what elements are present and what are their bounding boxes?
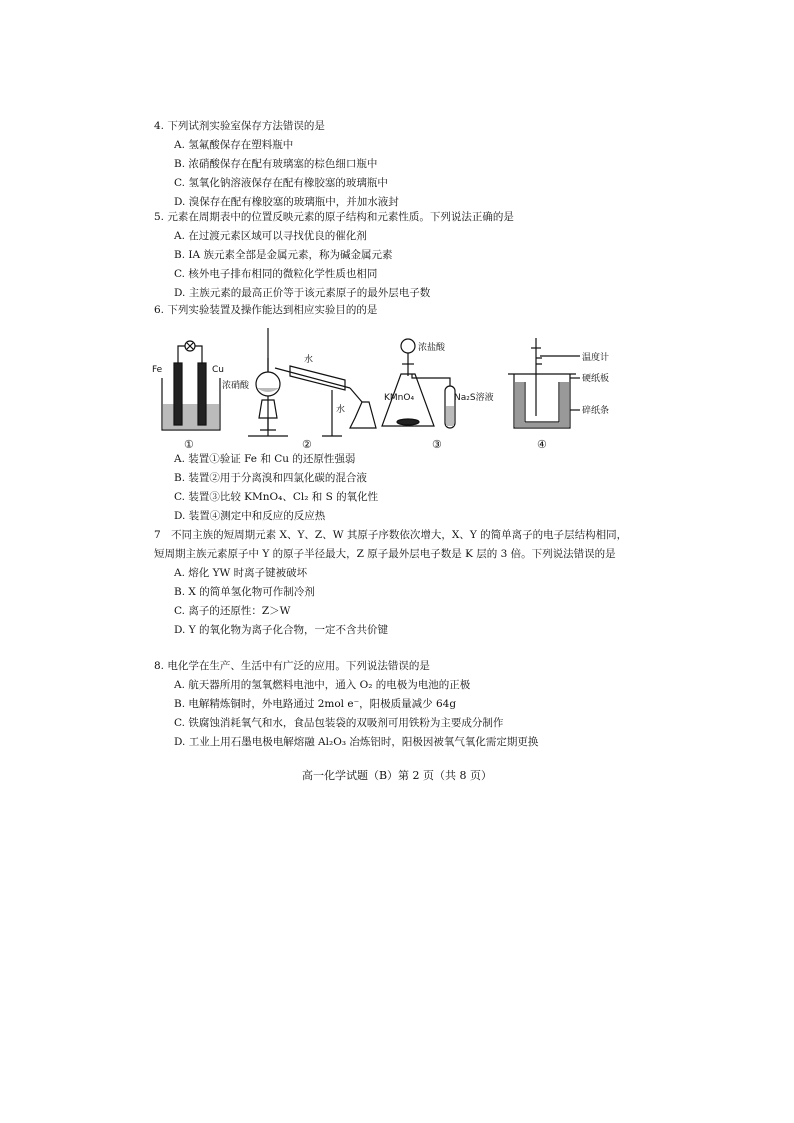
apparatus-1 xyxy=(162,341,220,430)
label-cardboard: 硬纸板 xyxy=(582,374,610,384)
option-d: D. 溴保存在配有橡胶塞的玻璃瓶中，并加水液封 xyxy=(174,196,399,208)
option-c: C. 氢氧化钠溶液保存在配有橡胶塞的玻璃瓶中 xyxy=(174,177,388,189)
option-b: B. 浓硝酸保存在配有玻璃塞的棕色细口瓶中 xyxy=(174,158,378,170)
label-conc-nitric-text: 浓硝酸 xyxy=(222,381,250,391)
caption-2: ② xyxy=(302,438,312,451)
apparatus-drawing xyxy=(150,318,620,453)
option-d: D. 工业上用石墨电极电解熔融 Al₂O₃ 冶炼铝时，阳极因被氧气氧化需定期更换 xyxy=(174,736,539,748)
option-a: A. 航天器所用的氢氧燃料电池中，通入 O₂ 的电极为电池的正极 xyxy=(174,679,471,691)
caption-3: ③ xyxy=(432,438,442,451)
option-a: A. 熔化 YW 时离子键被破坏 xyxy=(174,567,308,579)
option-b: B. X 的简单氢化物可作制冷剂 xyxy=(174,586,315,598)
option-a: A. 氢氟酸保存在塑料瓶中 xyxy=(174,139,294,151)
option-b: B. 电解精炼铜时，外电路通过 2mol e⁻，阳极质量减少 64g xyxy=(174,698,457,710)
label-thermometer: 温度计 xyxy=(582,353,610,363)
question-stem: 5. 元素在周期表中的位置反映元素的原子结构和元素性质。下列说法正确的是 xyxy=(154,211,514,223)
label-water-in: 水 xyxy=(304,355,314,365)
question-stem: 4. 下列试剂实验室保存方法错误的是 xyxy=(154,120,325,132)
option-c: C. 离子的还原性：Z＞W xyxy=(174,605,291,617)
option-c: C. 核外电子排布相同的微粒化学性质也相同 xyxy=(174,268,378,280)
option-b: B. 装置②用于分离溴和四氯化碳的混合液 xyxy=(174,472,367,484)
label-cu: Cu xyxy=(212,365,224,375)
apparatus-figure xyxy=(150,318,620,453)
page-footer: 高一化学试题（B）第 2 页（共 8 页） xyxy=(301,769,493,782)
question-4 xyxy=(154,117,634,212)
caption-4: ④ xyxy=(537,438,547,451)
option-d: D. Y 的氧化物为离子化合物，一定不含共价键 xyxy=(174,624,388,636)
question-stem: 6. 下列实验装置及操作能达到相应实验目的的是 xyxy=(154,304,378,316)
label-conc-nitric xyxy=(222,379,250,391)
label-na2s: Na₂S溶液 xyxy=(454,393,494,403)
question-stem: 8. 电化学在生产、生活中有广泛的应用。下列说法错误的是 xyxy=(154,660,430,672)
label-conc-hcl: 浓盐酸 xyxy=(418,343,446,353)
apparatus-4 xyxy=(508,338,580,428)
option-d: D. 主族元素的最高正价等于该元素原子的最外层电子数 xyxy=(174,287,431,299)
option-d: D. 装置④测定中和反应的反应热 xyxy=(174,510,326,522)
question-7 xyxy=(154,526,634,640)
label-kmno4: KMnO₄ xyxy=(384,393,415,403)
caption-1: ① xyxy=(184,438,194,451)
label-shredded-paper: 碎纸条 xyxy=(582,406,610,416)
question-5 xyxy=(154,208,634,303)
apparatus-2 xyxy=(248,328,376,436)
option-a: A. 装置①验证 Fe 和 Cu 的还原性强弱 xyxy=(174,453,356,465)
label-water-out: 水 xyxy=(336,405,346,415)
question-8 xyxy=(154,657,634,752)
question-stem: 7 不同主族的短周期元素 X、Y、Z、W 其原子序数依次增大，X、Y 的简单离子的电子层结构相同，短周期主族元素原子中 Y 的原子半径最大，Z 原子最外层电子数是 K 层的 3 倍。下列说法错误的是 xyxy=(154,529,628,560)
option-c: C. 装置③比较 KMnO₄、Cl₂ 和 S 的氧化性 xyxy=(174,491,379,503)
option-c: C. 铁腐蚀消耗氧气和水，食品包装袋的双吸剂可用铁粉为主要成分制作 xyxy=(174,717,504,729)
option-b: B. IA 族元素全部是金属元素，称为碱金属元素 xyxy=(174,249,393,261)
option-a: A. 在过渡元素区域可以寻找优良的催化剂 xyxy=(174,230,367,242)
label-fe: Fe xyxy=(152,365,163,375)
question-6-options xyxy=(154,450,634,526)
